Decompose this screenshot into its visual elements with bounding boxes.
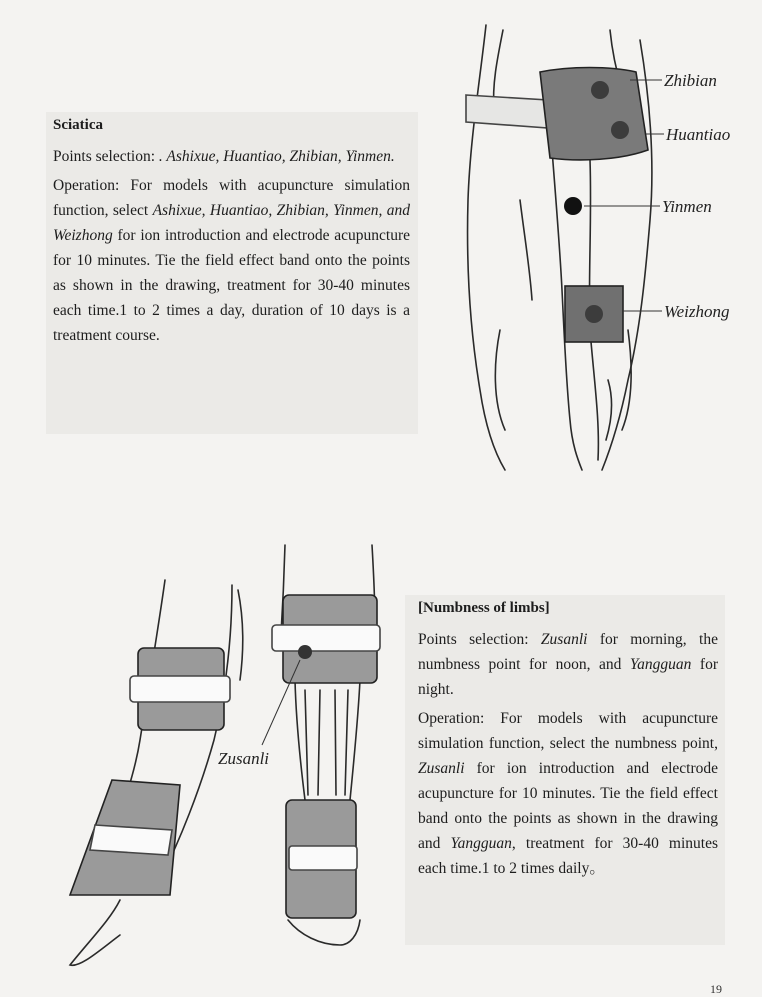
thigh-band [466, 95, 548, 128]
numbness-op-b: Zusanli [418, 760, 465, 777]
zusanli-label: Zusanli [218, 749, 270, 768]
sciatica-op-points: Ashixue, Huantiao, Zhibian, Yinmen, and Weizhong [53, 202, 410, 244]
yinmen-label: Yinmen [662, 197, 712, 216]
sciatica-op-rest: for ion introduction and electrode acupuncture for 10 minutes. Tie the field effect band onto the points as shown in the drawing, treatment for 30-40 minutes each time.1 to 2 times a day, duration of 10 days is a treatment course. [53, 227, 410, 344]
zhibian-point [591, 81, 609, 99]
yinmen-point [564, 197, 582, 215]
numbness-title: [Numbness of limbs] [418, 600, 550, 616]
upper-arm-band [130, 676, 230, 702]
zhibian-label: Zhibian [664, 71, 717, 90]
hip-pad [540, 68, 648, 160]
numbness-p1-d: Yangguan [629, 656, 692, 673]
forearm-band [90, 825, 172, 855]
numbness-op-d: Yangguan [450, 835, 512, 852]
numbness-p1-a: Points selection: [418, 631, 541, 648]
numbness-p1-c: for morning, the numbness point for noon, and [418, 631, 718, 673]
sciatica-points-prefix: Points selection: [53, 148, 159, 165]
sciatica-title: Sciatica [53, 117, 103, 133]
weizhong-point [585, 305, 603, 323]
weizhong-label: Weizhong [664, 302, 730, 321]
arm-illustration [70, 580, 243, 965]
huantiao-label: Huantiao [666, 125, 731, 144]
numbness-p1-b: Zusanli [540, 631, 588, 648]
page-number: 19 [710, 982, 722, 996]
huantiao-point [611, 121, 629, 139]
numbness-op-a: Operation: For models with acupuncture simulation function, select the numbness point, [418, 710, 718, 752]
numbness-op-e: , treatment for 30-40 minutes each time.1 to 2 times daily。 [418, 835, 718, 877]
sciatica-points-names: . Ashixue, Huantiao, Zhibian, Yinmen. [158, 148, 395, 165]
numbness-op-c: for ion introduction and electrode acupuncture for 10 minutes. Tie the field effect band onto the points as shown in the drawing and [418, 760, 718, 852]
sciatica-op-prefix: Operation: For models with acupuncture simulation function, select [53, 177, 410, 219]
zusanli-leader [262, 660, 300, 745]
knee-band-lower [272, 625, 380, 651]
ankle-band [289, 846, 357, 870]
numbness-p1-e: for night. [418, 656, 718, 698]
zusanli-point [298, 645, 312, 659]
